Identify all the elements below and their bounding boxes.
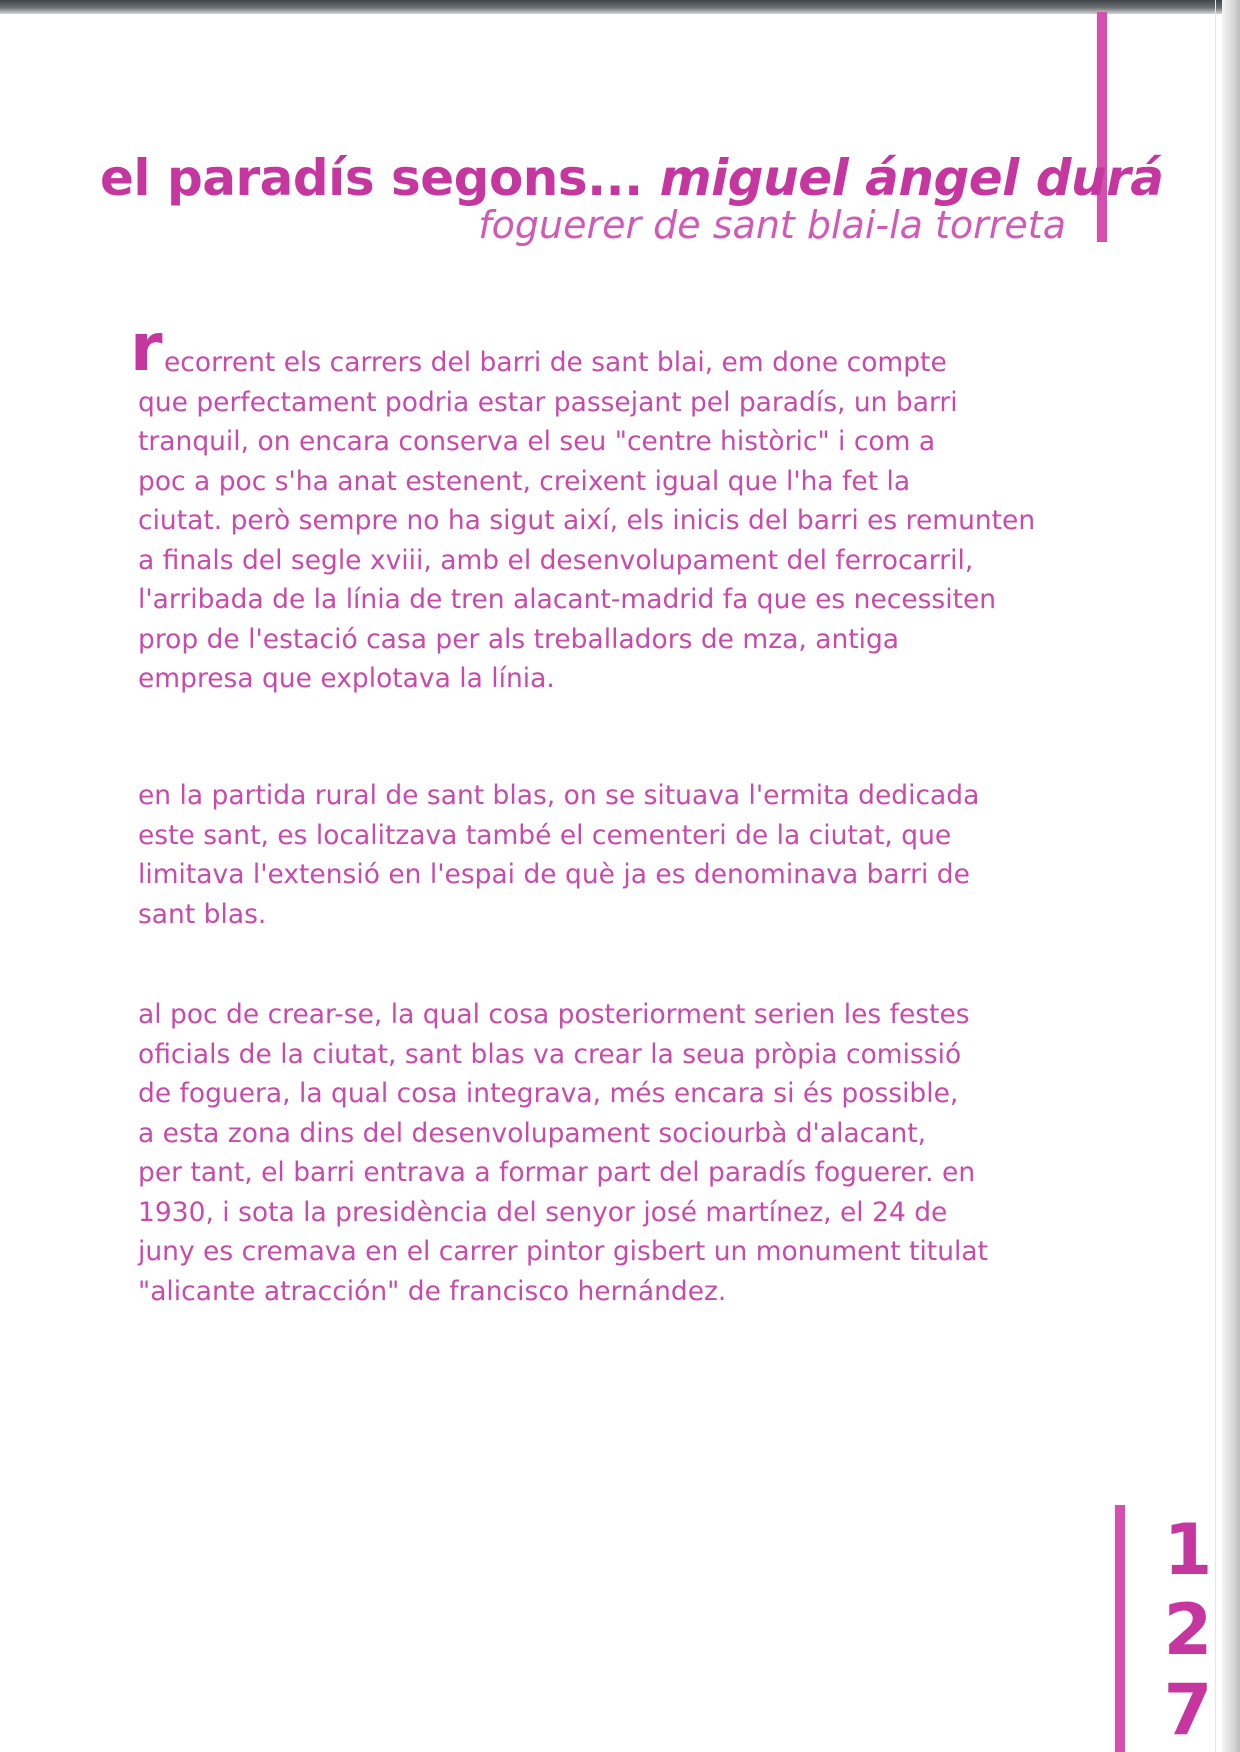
text-line: empresa que explotava la línia. <box>138 663 555 694</box>
text-line: l'arribada de la línia de tren alacant-madrid fa que es necessiten <box>138 584 997 615</box>
text-line: tranquil, on encara conserva el seu "centre històric" i com a <box>138 426 936 457</box>
title-author-name: miguel ángel durá <box>659 149 1164 207</box>
text-line: a esta zona dins del desenvolupament sociourbà d'alacant, <box>138 1117 927 1149</box>
drop-cap: r <box>130 309 163 386</box>
paragraph-1-line-1 <box>130 309 1078 386</box>
paragraph-1-first-line: ecorrent els carrers del barri de sant blai, em done compte <box>164 347 947 378</box>
page-number-digit: 7 <box>1163 1669 1213 1751</box>
text-line: este sant, es localitzava també el cementeri de la ciutat, que <box>138 819 952 851</box>
page-number <box>1160 1510 1216 1750</box>
text-line: de foguera, la qual cosa integrava, més encara si és possible, <box>138 1078 959 1109</box>
text-line: "alicante atracción" de francisco hernández. <box>138 1275 727 1307</box>
title-prefix: el paradís segons... <box>100 149 643 207</box>
scan-edge-top <box>0 0 1240 14</box>
paragraph-2 <box>138 776 1078 934</box>
text-line: sant blas. <box>138 898 267 930</box>
text-line: en la partida rural de sant blas, on se situava l'ermita dedicada <box>138 780 980 811</box>
bottom-accent-bar <box>1115 1505 1125 1752</box>
paragraph-1 <box>130 309 1078 699</box>
text-line: 1930, i sota la presidència del senyor josé martínez, el 24 de <box>138 1196 948 1228</box>
text-line: prop de l'estació casa per als treballadors de mza, antiga <box>138 623 900 655</box>
text-line: que perfectament podria estar passejant pel paradís, un barri <box>138 386 958 418</box>
text-line: ciutat. però sempre no ha sigut així, els inicis del barri es remunten <box>138 505 1036 536</box>
scan-edge-right <box>1222 0 1240 1752</box>
text-line: juny es cremava en el carrer pintor gisbert un monument titulat <box>138 1236 988 1267</box>
text-line: al poc de crear-se, la qual cosa posteriorment serien les festes <box>138 999 970 1030</box>
article-title <box>100 149 1164 207</box>
article-subtitle: foguerer de sant blai-la torreta <box>478 203 1066 247</box>
text-line: a finals del segle xviii, amb el desenvolupament del ferrocarril, <box>138 544 974 576</box>
paragraph-3 <box>138 995 1078 1311</box>
text-line: poc a poc s'ha anat estenent, creixent igual que l'ha fet la <box>138 465 911 497</box>
text-line: per tant, el barri entrava a formar part del paradís foguerer. en <box>138 1157 976 1188</box>
page-number-digit: 2 <box>1163 1589 1213 1671</box>
text-line: limitava l'extensió en l'espai de què ja es denominava barri de <box>138 859 970 890</box>
text-line: oficials de la ciutat, sant blas va crear la seua pròpia comissió <box>138 1038 962 1070</box>
top-accent-bar <box>1097 12 1107 242</box>
scan-edge-line <box>1215 0 1216 1752</box>
page-number-digit: 1 <box>1163 1509 1213 1591</box>
